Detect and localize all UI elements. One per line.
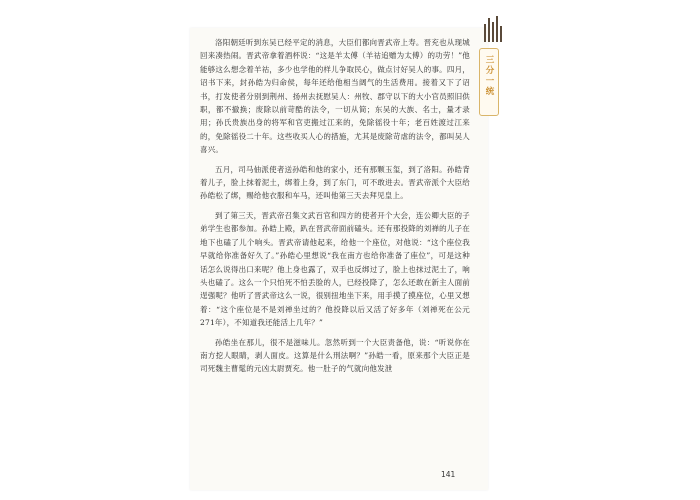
brush-holder-icon [482,16,504,42]
ink-brush-ornament [477,16,507,42]
paragraph: 孙皓坐在那儿，很不是滋味儿。忽然听到一个大臣责备他，说：“听说你在南方挖人眼睛，剥人面皮。这算是什么刑法啊？”孙皓一看，原来那个大臣正是司死魏主曹髦的元凶太尉贾充。他一肚子的气就向他发泄 [200,337,470,374]
page-number: 141 [441,470,456,479]
body-text [200,36,470,382]
paragraph: 五月，司马伷派使者送孙皓和他的家小，还有那颗玉玺，到了洛阳。孙皓背着儿子，脸上抹着泥土，绑着上身，到了东门，可不敢进去。晋武帝派个大臣给孙皓松了绑，赐给他衣服和车马，还叫他第三天去拜见皇上。 [200,164,470,201]
chapter-tab-label: 三分一统 [484,55,494,97]
paragraph: 到了第三天，晋武帝召集文武百官和四方的使者开个大会，连公卿大臣的子弟学生也都参加。孙皓上殿，趴在晋武帝面前磕头。还有那投降的刘禅的儿子在地下也磕了儿个响头。晋武帝请他起来，给他一个座位，对他说：“这个座位我早就给你准备好久了。”孙皓心里想说“我在南方也给你准备了座位”，可是这种话怎么说得出口来呢？他上身也露了，双手也反绑过了，脸上也抹过泥土了，响头也磕了。这么一个只怕死不怕丢脸的人，已经投降了，怎么还敢在新主人面前逞强呢？他听了晋武帝这么一说，很别扭地坐下来，用手摸了摸座位，心里又想着：“这个座位是不是刘禅坐过的？他投降以后又活了好多年（刘禅死在公元271年），不知道我还能活上几年？” [200,210,470,328]
chapter-tab [479,48,499,116]
paragraph: 洛阳朝廷听到东吴已经平定的消息，大臣们都向晋武帝上寿。晋充也从现城回来凑热闹。晋武帝拿着酒杯说：“这是羊太傅（羊祜追赠为太傅）的功劳！”他能够这么想念着羊祜，多少也学他的样儿争取民心，做点讨好吴人的事。四月，诏书下来，封孙皓为归命侯，每年还给他相当阔气的生活费用。接着又下了诏书，打发使者分别到荆州、扬州去抚慰吴人：州牧、郡守以下的大小官员照旧供职，都不撤换；废除以前苛酷的法令，一切从简；东吴的大族、名士，量才录用；孙氏贵族出身的将军和官吏搬过江来的，免除徭役十年；老百姓渡过江来的，免除徭役二十年。这些收买人心的措施，尤其是废除苛虐的法令，都叫吴人喜兴。 [200,38,470,155]
